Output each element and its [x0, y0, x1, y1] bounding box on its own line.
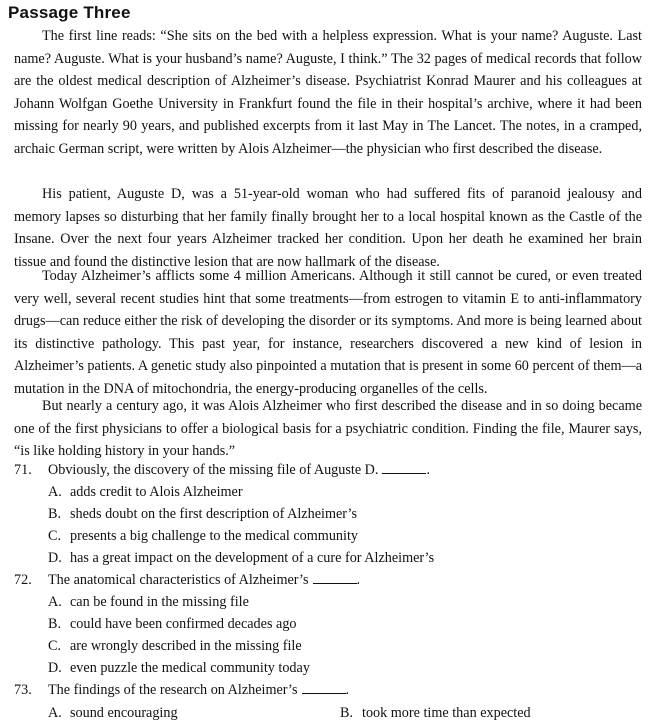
- question-end: .: [426, 462, 431, 478]
- passage-paragraph-1: The first line reads: “She sits on the bed with a helpless expression. What is your name? Auguste. Last name? Auguste. What is your husband’s name? Auguste, I think.” The 32 pages of medical records that follow are the oldest medical description of Alzheimer’s disease. Psychiatrist Konrad Maurer and his colleagues at Johann Wolfgan Goethe University in Frankfurt found the file in their hospital’s archive, where it had been missing for nearly 90 years, and published excerpts from it last May in The Lancet. The notes, in a cramped, archaic German script, were written by Alois Alzheimer—the physician who first described the disease.: [14, 28, 642, 157]
- passage-title: Passage Three: [8, 3, 131, 22]
- passage-paragraph-2: His patient, Auguste D, was a 51-year-old woman who had suffered fits of paranoid jealousy and memory lapses so disturbing that her family finally brought her to a local hospital known as the Castle of the Insane. Over the next four years Alzheimer tracked her condition. Upon her death he examined her brain tissue and found the distinctive lesion that are now hallmark of the disease.: [14, 186, 642, 270]
- answer-blank: [313, 583, 357, 584]
- option-letter: C.: [48, 638, 62, 654]
- option-letter: A.: [48, 705, 62, 721]
- option-73-b[interactable]: [340, 702, 531, 724]
- question-72: [14, 569, 642, 591]
- option-letter: A.: [48, 594, 62, 610]
- answer-blank: [382, 473, 426, 474]
- question-number: 71.: [14, 462, 32, 478]
- passage-paragraph-3: Today Alzheimer’s afflicts some 4 million Americans. Although it still cannot be cured, or even treated very well, several recent studies hint that some treatments—from estrogen to vitamin E to anti-inflammatory drugs—can reduce either the risk of developing the disorder or its symptoms. And more is being learned about its distinctive pathology. This past year, for instance, researchers discovered a new kind of lesion in Alzheimer’s patients. A genetic study also pinpointed a mutation that is present in some 60 percent of them—a mutation in the DNA of mitochondria, the energy-producing organelles of the cells.: [14, 268, 642, 397]
- option-text: even puzzle the medical community today: [70, 660, 310, 676]
- option-text: presents a big challenge to the medical community: [70, 528, 358, 544]
- question-end: .: [356, 572, 361, 588]
- option-72-c[interactable]: [48, 635, 302, 657]
- option-text: has a great impact on the development of a cure for Alzheimer’s: [70, 550, 435, 566]
- passage-paragraph-4: But nearly a century ago, it was Alois Alzheimer who first described the disease and in so doing became one of the first physicians to offer a biological basis for a psychiatric condition. Finding the file, Maurer says, “is like holding history in your hands.”: [14, 398, 642, 459]
- option-text: can be found in the missing file: [70, 594, 249, 610]
- option-71-c[interactable]: [48, 525, 358, 547]
- answer-blank: [302, 693, 346, 694]
- option-text: adds credit to Alois Alzheimer: [70, 484, 243, 500]
- question-stem: Obviously, the discovery of the missing file of Auguste D.: [48, 462, 379, 478]
- question-end: .: [345, 682, 350, 698]
- option-text: took more time than expected: [362, 705, 531, 721]
- question-number: 73.: [14, 682, 32, 698]
- option-text: are wrongly described in the missing file: [70, 638, 302, 654]
- option-73-a[interactable]: [48, 702, 178, 724]
- option-72-b[interactable]: [48, 613, 297, 635]
- question-stem: The findings of the research on Alzheimer’s: [48, 682, 298, 698]
- option-letter: B.: [48, 616, 62, 632]
- option-letter: B.: [48, 506, 62, 522]
- option-letter: B.: [340, 705, 354, 721]
- question-number: 72.: [14, 572, 32, 588]
- option-letter: D.: [48, 660, 62, 676]
- option-72-d[interactable]: [48, 657, 310, 679]
- option-letter: C.: [48, 528, 62, 544]
- option-72-a[interactable]: [48, 591, 249, 613]
- option-text: could have been confirmed decades ago: [70, 616, 297, 632]
- option-71-d[interactable]: [48, 547, 434, 569]
- option-text: sound encouraging: [70, 705, 178, 721]
- question-stem: The anatomical characteristics of Alzheimer’s: [48, 572, 309, 588]
- option-71-b[interactable]: [48, 503, 357, 525]
- question-71: [14, 459, 642, 481]
- option-letter: A.: [48, 484, 62, 500]
- option-text: sheds doubt on the first description of Alzheimer’s: [70, 506, 357, 522]
- option-letter: D.: [48, 550, 62, 566]
- question-73: [14, 679, 642, 701]
- option-71-a[interactable]: [48, 481, 243, 503]
